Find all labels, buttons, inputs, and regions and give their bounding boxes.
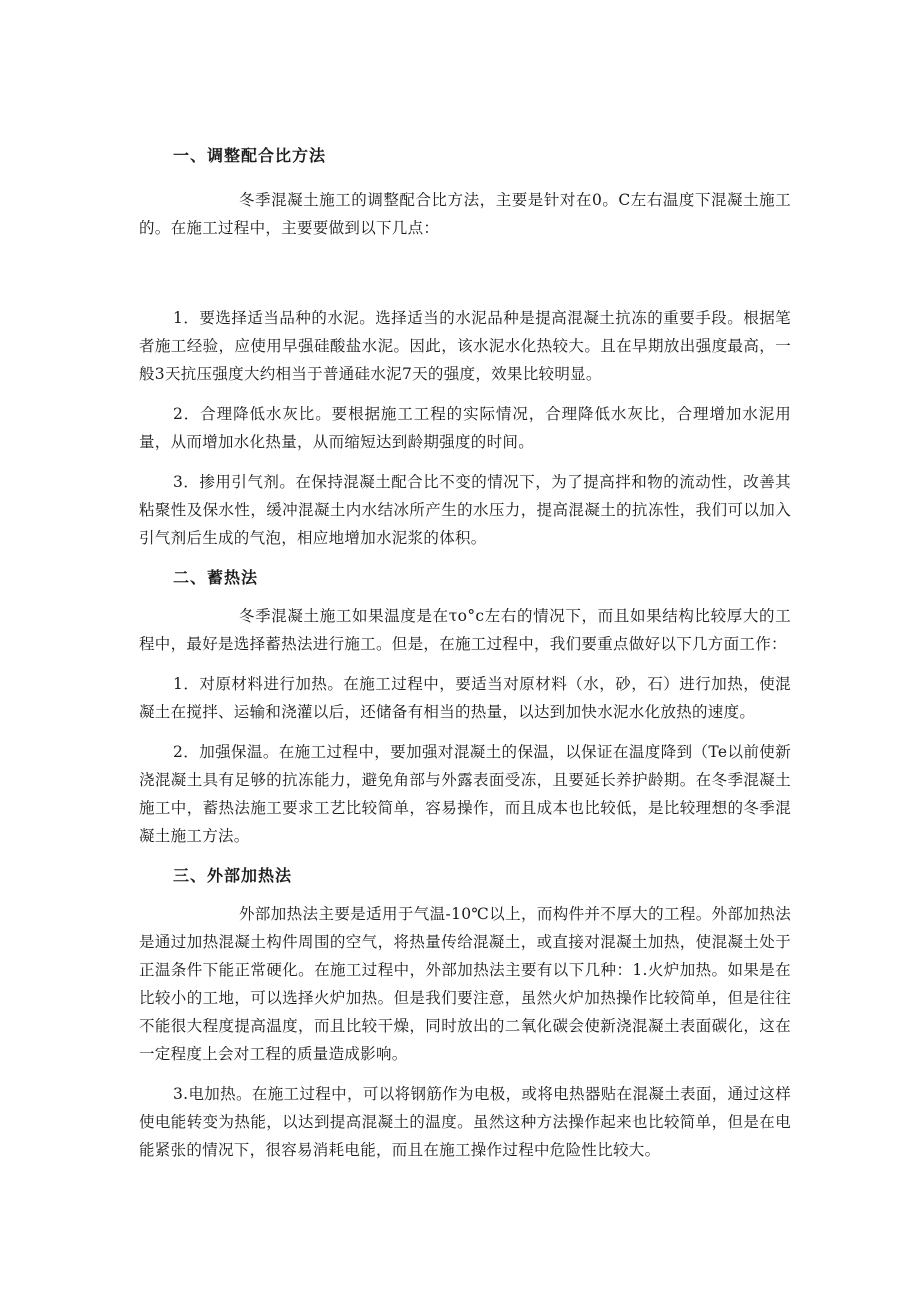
document-body (139, 138, 791, 1164)
section-heading-1: 一、调整配合比方法 (173, 146, 327, 165)
paragraph-intro-2: 冬季混凝土施工如果温度是在τo°c左右的情况下，而且如果结构比较厚大的工程中，最好是选择蓄热法进行施工。但是，在施工过程中，我们要重点做好以下几方面工作： (139, 607, 791, 653)
paragraph-3-1: 3.电加热。在施工过程中，可以将钢筋作为电极，或将电热器贴在混凝土表面，通过这样使电能转变为热能，以达到提高混凝土的温度。虽然这种方法操作起来也比较简单，但是在电能紧张的情况下，很容易消耗电能，而且在施工操作过程中危险性比较大。 (139, 1085, 791, 1159)
paragraph-1-1: 1．要选择适当品种的水泥。选择适当的水泥品种是提高混凝土抗冻的重要手段。根据笔者施工经验，应使用早强硅酸盐水泥。因此，该水泥水化热较大。且在早期放出强度最高，一般3天抗压强度大约相当于普通硅水泥7天的强度，效果比较明显。 (139, 309, 791, 383)
section-heading-3: 三、外部加热法 (173, 866, 293, 885)
paragraph-2-2: 2．加强保温。在施工过程中，要加强对混凝土的保温，以保证在温度降到（Te以前使新浇混凝土具有足够的抗冻能力，避免角部与外露表面受冻，且要延长养护龄期。在冬季混凝土施工中，蓄热法施工要求工艺比较简单，容易操作，而且成本也比较低，是比较理想的冬季混凝土施工方法。 (139, 743, 791, 845)
paragraph-intro-1: 冬季混凝土施工的调整配合比方法，主要是针对在0。C左右温度下混凝土施工的。在施工过程中，主要要做到以下几点： (139, 191, 791, 237)
paragraph-2-1: 1．对原材料进行加热。在施工过程中，要适当对原材料（水，砂，石）进行加热，使混凝土在搅拌、运输和浇灌以后，还储备有相当的热量，以达到加快水泥水化放热的速度。 (139, 675, 791, 721)
paragraph-1-2: 2．合理降低水灰比。要根据施工工程的实际情况，合理降低水灰比，合理增加水泥用量，从而增加水化热量，从而缩短达到龄期强度的时间。 (139, 405, 791, 451)
paragraph-1-3: 3．掺用引气剂。在保持混凝土配合比不变的情况下，为了提高拌和物的流动性，改善其粘聚性及保水性，缓冲混凝土内水结冰所产生的水压力，提高混凝土的抗冻性，我们可以加入引气剂后生成的气泡，相应地增加水泥浆的体积。 (139, 473, 791, 547)
section-heading-2: 二、蓄热法 (173, 568, 259, 587)
paragraph-intro-3: 外部加热法主要是适用于气温-10℃以上，而构件并不厚大的工程。外部加热法是通过加热混凝土构件周围的空气，将热量传给混凝土，或直接对混凝土加热，使混凝土处于正温条件下能正常硬化。在施工过程中，外部加热法主要有以下几种：1.火炉加热。如果是在比较小的工地，可以选择火炉加热。但是我们要注意，虽然火炉加热操作比较简单，但是往往不能很大程度提高温度，而且比较干燥，同时放出的二氧化碳会使新浇混凝土表面碳化，这在一定程度上会对工程的质量造成影响。 (139, 905, 791, 1063)
